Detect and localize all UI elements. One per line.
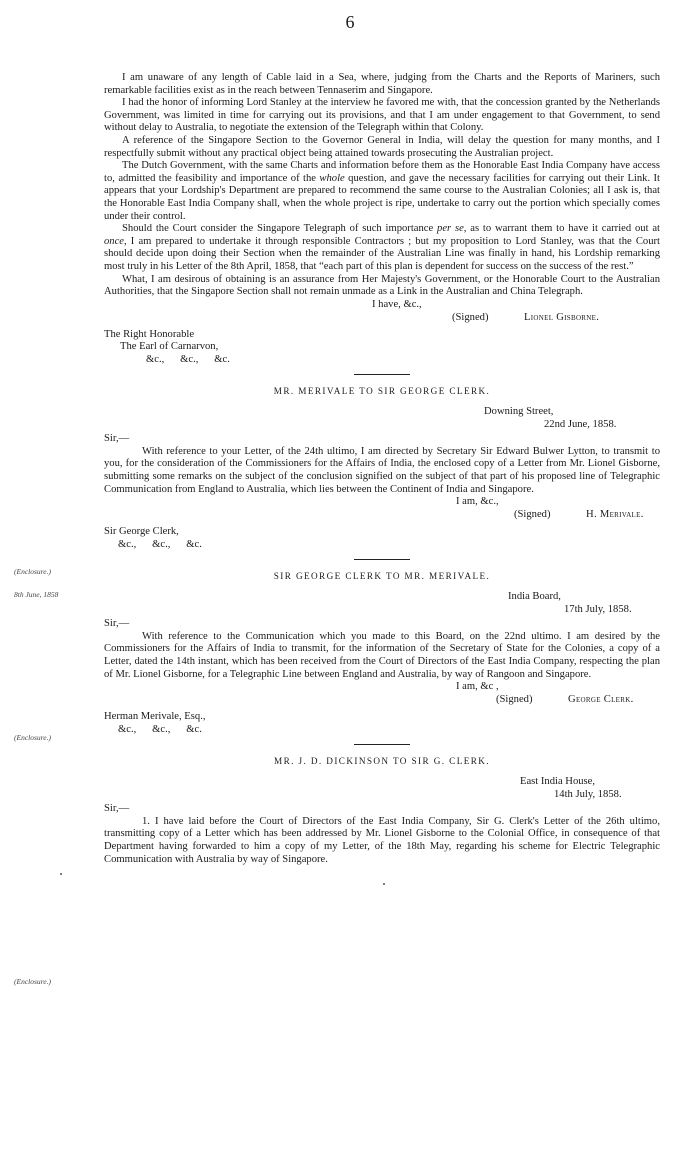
letter-heading: SIR GEORGE CLERK TO MR. MERIVALE. (273, 571, 491, 582)
addressee-line: &c., &c., &c. (118, 723, 202, 735)
letter-heading: MR. J. D. DICKINSON TO SIR G. CLERK. (274, 756, 490, 767)
date-block (520, 776, 660, 801)
closing: I am, &c., (456, 496, 499, 508)
signature-line (104, 694, 660, 707)
margin-note-enclosure-1: (Enclosure.) (14, 567, 52, 576)
addressee-block (104, 329, 660, 367)
paragraph: A reference of the Singapore Section to the Governor General in India, will delay the question for many months, and I respectfully submit without any practical object being attained towards prosecuting the Australian project. (104, 134, 660, 159)
salutation: Sir,— (104, 618, 130, 630)
section-divider (354, 374, 410, 375)
signed-label: (Signed) (496, 694, 533, 706)
margin-note-enclosure-2: (Enclosure.) (14, 733, 52, 742)
addressee-line: The Earl of Carnarvon, (120, 341, 219, 353)
paragraph: 1. I have laid before the Court of Directors of the East India Company, Sir G. Clerk's Letter of the 26th ultimo, transmitting copy of a Letter which has been addressed by Mr. Lionel Gisborne to the Colonial Office, in consequence of that Department having forwarded to him a copy of my Letter, of the 18th May, regarding his scheme for Electric Telegraphic Communication with Australia by way of Singapore. (104, 815, 660, 865)
signature-line (104, 509, 660, 522)
letter-heading: MR. MERIVALE TO SIR GEORGE CLERK. (273, 386, 491, 397)
margin-note-enclosure-3: (Enclosure.) (14, 977, 52, 986)
paragraph: With reference to your Letter, of the 24th ultimo, I am directed by Secretary Sir Edward Bulwer Lytton, to transmit to you, for the consideration of the Commissioners for the Affairs of India, the enclosed copy of a Letter from Mr. Lionel Gisborne, submitting some remarks on the subject of the conclusion signified on the subject of that part of his proposed line of Telegraphic Communication from England to Australia, which lies between the Continent of India and Singapore. (104, 445, 660, 495)
ink-speck (60, 873, 62, 875)
paragraph: The Dutch Government, with the same Charts and information before them as the Honorable East India Company have access to, admitted the feasibility and importance of the whole question, and gave the necessary facilities for carrying out their Link. It appears that your Lordship's Department are prepared to recommend the same course to the Australian Colonies; all I ask is, that the Honorable East India Company shall, when the whole project is ripe, undertake to carry out the portion which specially comes under their control. (104, 160, 661, 222)
document-body (104, 72, 660, 866)
addressee-line: Sir George Clerk, (104, 526, 179, 538)
addressee-line: &c., &c., &c. (146, 353, 230, 365)
closing: I have, &c., (372, 298, 422, 310)
addressee-block (104, 526, 660, 551)
signatory-name: H. Merivale. (586, 509, 644, 521)
paragraph: What, I am desirous of obtaining is an assurance from Her Majesty's Government, or the Honorable Court to the Australian Authorities, that the Singapore Section shall not remain unmade as a Link in the Australian and China Telegraph. (104, 273, 660, 298)
signatory-name: George Clerk. (568, 694, 634, 706)
letter-dickinson-to-clerk (104, 755, 660, 866)
signature-line (104, 312, 660, 325)
paragraph: Should the Court consider the Singapore Telegraph of such importance per se, as to warrant them to have it carried out at once, I am prepared to undertake it through responsible Contractors ; but my proposition to Lord Stanley, was that the Court should decide upon doing their Section when the remainder of the Australian Line was finally in hand, his Lordship remarking most truly in his Letter of the 8th April, 1858, that “each part of this plan is dependent for success on the success of the rest.” (104, 223, 660, 272)
place: India Board, (508, 591, 561, 602)
section-divider (354, 744, 410, 745)
place: East India House, (520, 775, 596, 787)
ink-speck (383, 883, 385, 885)
closing: I am, &c , (456, 681, 499, 693)
signatory-name: Lionel Gisborne. (524, 311, 600, 323)
signed-label: (Signed) (514, 509, 551, 521)
paragraph: I am unaware of any length of Cable laid in a Sea, where, judging from the Charts and the Reports of Mariners, such remarkable facilities exist as in the reach between Tennaserim and Singapore. (104, 72, 660, 96)
page-number: 6 (345, 12, 355, 32)
salutation: Sir,— (104, 803, 130, 815)
signed-label: (Signed) (452, 311, 489, 323)
date: 14th July, 1858. (554, 788, 622, 800)
letter-merivale-to-clerk (104, 385, 660, 551)
letter-clerk-to-merivale (104, 570, 660, 736)
date: 17th July, 1858. (564, 603, 632, 615)
letter-gisborne-continued (104, 72, 660, 366)
date-block (484, 406, 660, 431)
addressee-line: &c., &c., &c. (118, 538, 202, 550)
salutation: Sir,— (104, 433, 130, 445)
addressee-line: Herman Merivale, Esq., (104, 711, 206, 723)
section-divider (354, 559, 410, 560)
addressee-line: The Right Honorable (104, 328, 195, 340)
paragraph: With reference to the Communication which you made to this Board, on the 22nd ultimo. I am desired by the Commissioners for the Affairs of India to transmit, for the information of the Secretary of State for the Colonies, a copy of a Letter, dated the 14th instant, which has been received from the Court of Directors of the East India Company, respecting the plan of Mr. Lionel Gisborne, for a Telegraphic Line between England and Australia, by way of Rangoon and Singapore. (104, 630, 660, 680)
date-block (508, 591, 660, 616)
date: 22nd June, 1858. (544, 418, 617, 430)
place: Downing Street, (484, 406, 554, 418)
paragraph: I had the honor of informing Lord Stanley at the interview he favored me with, that the concession granted by the Netherlands Government, was limited in time for carrying out its provisions, and that I am under engagement to that Government, to send without delay to Australia, to negotiate the extension of the Telegraph within that Colony. (104, 97, 660, 134)
margin-note-date: 8th June, 1858 (14, 590, 59, 599)
addressee-block (104, 711, 660, 736)
